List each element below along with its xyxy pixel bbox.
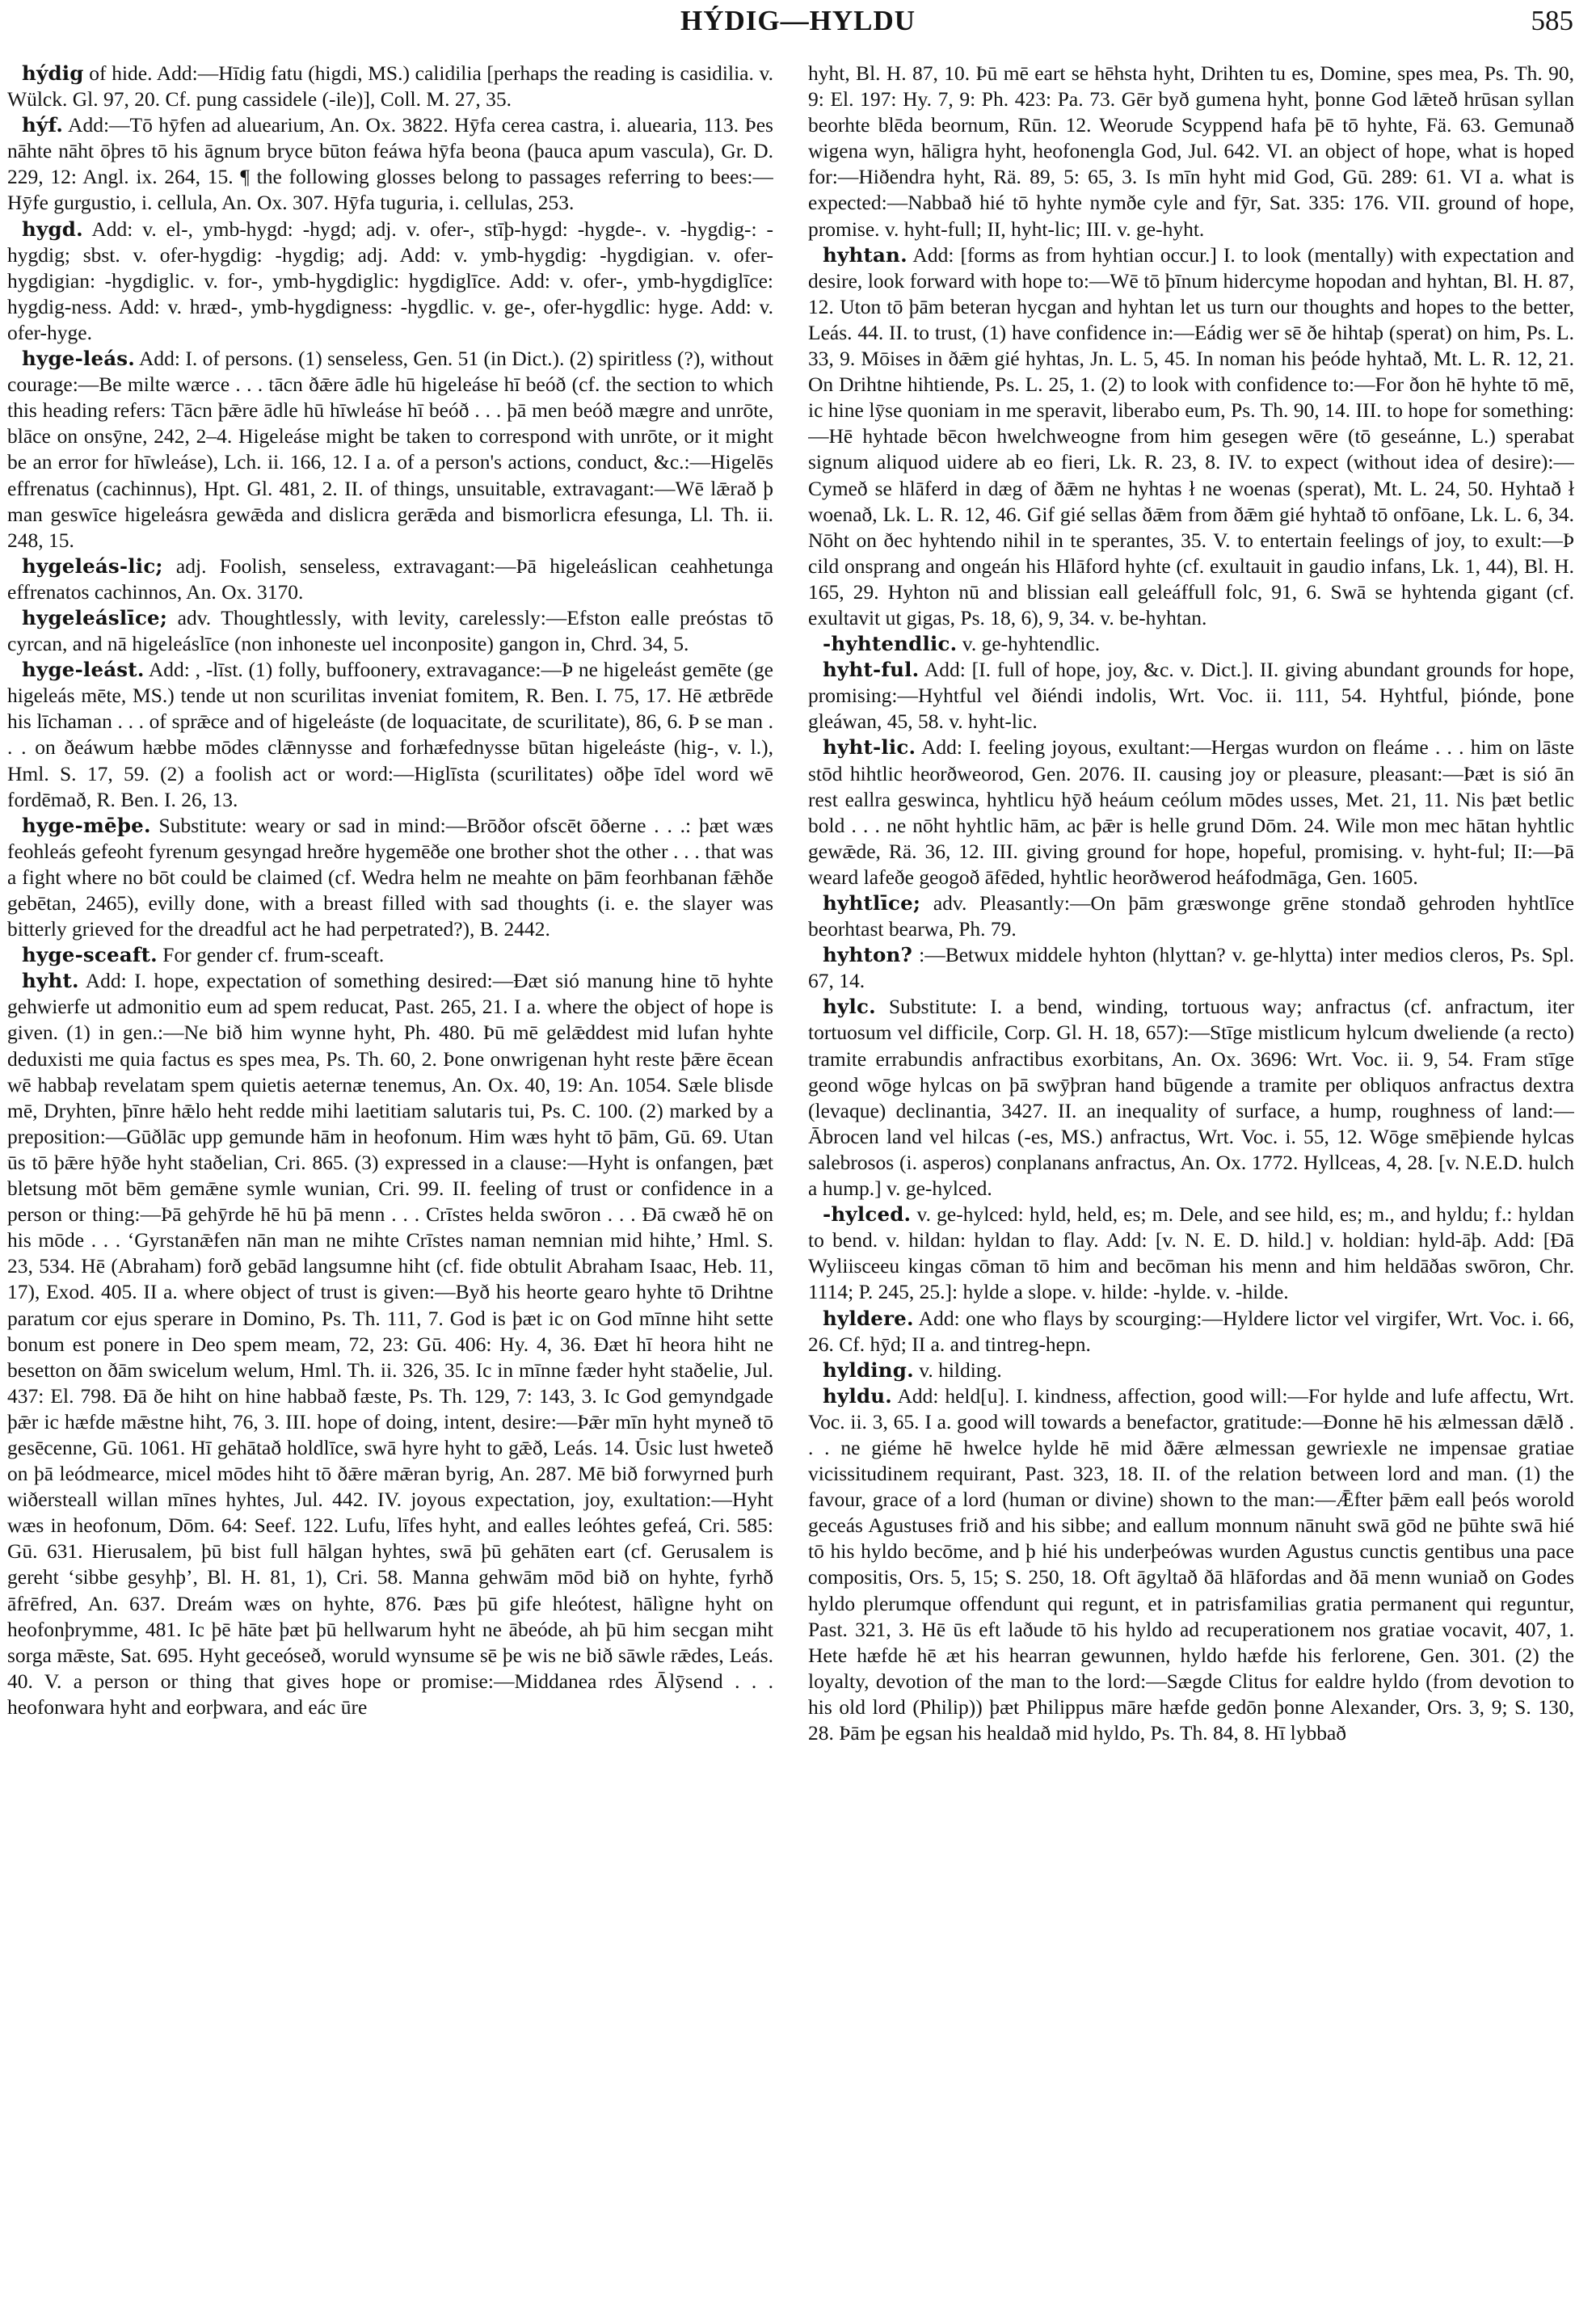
entry-text: Add: I. hope, expectation of something desired:—Ðæt sió manung hine tō hyhte gehwierfe ut admonitio eum ad spem reducat, Past. 265, 21. I a. where the object of hope is given. (1) in gen.:—Ne bið him wynne hyht, Ph. 480. Þū mē gelǣddest mid lufan hyhte deduxisti me quia factus es spes mea, Ps. Th. 60, 2. Þone onwrigenan hyht reste þǣre ēcean wē habbaþ revelatam spem quietis aeternæ tenemus, An. Ox. 40, 19: An. 1054. Sæle blisde mē, Dryhten, þīnre hǣlo heht redde mihi laetitiam salutaris tui, Ps. C. 100. (2) marked by a preposition:—Gūðlāc upp gemunde hām in heofonum. Him wæs hyht tō þām, Gū. 69. Utan ūs tō þǣre hȳðe hyht staðelian, Cri. 865. (3) expressed in a clause:—Hyht is onfangen, þæt bletsung mōt bēm gemǣne symle wunian, Cri. 99. II. feeling of trust or confidence in a person or thing:—Þā gehȳrde hē hū þā menn . . . Crīstes helda swōron . . . Ðā cwæð hē on his mōde . . . ‘Gyrstanǣfen nān man ne mihte Crīstes naman nemnian mid hihte,’ Hml. S. 23, 534. Hē (Abraham) forð gebād langsumne hiht (cf. fide obtulit Abraham Isaac, Heb. 11, 17), Exod. 405. II a. where object of trust is given:—Byð his heorte gearo hyhte tō Drihtne paratum cor ejus sperare in Domino, Ps. Th. 111, 7. God is þæt ic on God mīnne hiht sette bonum est ponere in Deo spem meam, 72, 23: Gū. 406: Hy. 4, 36. Ðæt hī heora hiht ne besetton on ðām swicelum welum, Hml. Th. ii. 326, 35. Ic in mīnne fæder hyht staðelie, Jul. 437: El. 798. Ðā ðe hiht on hine habbað fæste, Ps. Th. 129, 7: 143, 3. Ic God gemyndgade þǣr ic hæfde mǣstne hiht, 76, 3. III. hope of doing, intent, desire:—Þǣr mīn hyht myneð tō gesēcenne, Gū. 1061. Hī gehātað holdlīce, swā hyre hyht to gǣð, Leás. 14. Ūsic lust hweteð on þā leódmearce, micel mōdes hiht tō ðǣre mǣran byrig, An. 287. Mē bið forwyrned þurh wiðersteall willan mīnes hyhtes, Jul. 442. IV. joyous expectation, joy, exultation:—Hyht wæs in heofonum, Dōm. 64: Seef. 122. Lufu, līfes hyht, and ealles leóhtes gefeá, Cri. 585: Gū. 631. Hierusalem, þū bist full hālgan hyhtes, swā þū gehāten eart (cf. Gerusalem is gereht ‘sibbe gesyhþ’, Bl. H. 81, 1), Cri. 58. Manna gehwām mōd bið on hyhte, fyrhð āfrēfred, An. 637. Dreám wæs on hyhte, 876. Þæs þū gife hleótest, hālìgne hyht on heofonþrymme, 481. Ic þē hāte þæt þū hellwarum hyht ne ābeóde, ah þū him secgan miht sorga mǣste, Sat. 695. Hyht geceóseð, woruld wynsume sē þe wis ne bið sāwle rǣdes, Leás. 40. V. a person or thing that gives hope or promise:—Middanea rdes Ālȳsend . . . heofonwara hyht and eorþwara, and eác ūre bbox=[7, 969, 773, 1719]
dictionary-entry bbox=[7, 61, 773, 112]
page-header bbox=[0, 0, 1596, 57]
dictionary-entry bbox=[808, 242, 1574, 631]
page-number: 585 bbox=[1531, 5, 1573, 36]
dictionary-entry bbox=[808, 890, 1574, 942]
dictionary-entry bbox=[808, 1358, 1574, 1383]
entry-text: Add:—Tō hȳfen ad aluearium, An. Ox. 3822. Hȳfa cerea castra, i. aluearia, 113. Þes nāhte nāht ōþres tō his āgnum bryce būton feáwa hȳfa beona (þauca apum vascula), Gr. D. 229, 12: Angl. ix. 264, 15. ¶ the following glosses belong to passages referring to bees:—Hȳfe gurgustio, i. cellula, An. Ox. 307. Hȳfa tuguria, i. cellulas, 253. bbox=[7, 113, 773, 215]
entry-headword: hyge-leást. bbox=[22, 658, 145, 682]
dictionary-entry bbox=[7, 554, 773, 605]
right-column bbox=[808, 61, 1574, 2299]
entry-text: v. ge-hylced: hyld, held, es; m. Dele, and see hild, es; m., and hyldu; f.: hyldan to bend. v. hildan: hyldan to flay. Add: [v. N. E. D. hild.] v. holdian: hyld-āþ. Add: [Ðā Wyliisceeu kingas cōman tō him and becōman his menn and him heldāðas swōron, Chr. 1114; P. 245, 25.]: hylde a slope. v. hilde: -hylde. v. -hilde. bbox=[808, 1202, 1574, 1304]
dictionary-entry bbox=[808, 942, 1574, 994]
dictionary-entry bbox=[808, 1383, 1574, 1746]
dictionary-entry bbox=[7, 346, 773, 554]
entry-text: For gender cf. frum-sceaft. bbox=[157, 943, 385, 967]
entry-headword: hyge-mēþe. bbox=[22, 813, 151, 837]
entry-text: Add: [forms as from hyhtian occur.] I. to look (mentally) with expectation and desire, look forward with hope to:—Wē tō þīnum hidercyme hopodan and hyhtan, Bl. H. 87, 12. Uton tō þām beteran hycgan and hyhtan let us turn our thoughts and hopes to the better, Leás. 44. II. to trust, (1) have confidence in:—Eádig wer sē ðe hihtaþ (sperat) on him, Ps. L. 33, 9. Mōises in ðǣm gié hyhtas, Jn. L. 5, 45. In noman his þeóde hyhtað, Mt. L. R. 12, 21. On Drihtne hihtiende, Ps. L. 25, 1. (2) to look with confidence to:—For ðon hē hyhte tō mē, ic hine lȳse quoniam in me speravit, liberabo eum, Ps. Th. 90, 14. III. to hope for something:—Hē hyhtade bēcon hwelchweogne from him gesegen wēre (tō geseánne, L.) sperabat signum aliquod uidere ab eo fieri, Lk. R. 23, 8. IV. to expect (without idea of desire):—Cymeð se hlāferd in dæg of ðǣm ne hyhtas ł ne woenas (sperat), Mt. L. 24, 50. Hyhtað ł woenað, Lk. L. R. 12, 46. Gif gié sellas ðǣm from ðǣm gié hyhtað tō onfōane, Lk. L. 6, 34. Nōht on ðec hyhtendo nihil in te sperantes, 35. V. to entertain feelings of joy, to exult:—Þ cild onsprang and ongeán his Hlāford hyhte (cf. exultauit in gaudio infans, Lk. 1, 44), Bl. H. 165, 29. Hyhton nū and blissian eall geleáffull folc, 91, 6. Swā se hyhtenda gigant (cf. exultavit ut gigas, Ps. 18, 6), 9, 34. v. be-hyhtan. bbox=[808, 242, 1574, 629]
dictionary-entry bbox=[7, 112, 773, 216]
entry-text: :—Betwux middele hyhton (hlyttan? v. ge-hlytta) inter medios cleros, Ps. Spl. 67, 14. bbox=[808, 943, 1574, 993]
entry-headword: hyht. bbox=[22, 969, 79, 993]
entry-text: Add: I. of persons. (1) senseless, Gen. 51 (in Dict.). (2) spiritless (?), without courage:—Be milte wærce . . . tācn ðǣre ādle hū higeleáse hī beóð (cf. the section to which this heading refers: Tācn þǣre ādle hū hīwleáse hī beóð . . . þā men beóð mægre and unrōte, blāce on onsȳne, 242, 2–4. Higeleáse might be taken to correspond with unrōte, or it might be an error for hīwleáse), Lch. ii. 166, 12. I a. of a person's actions, conduct, &c.:—Higelēs effrenatus (cachinnus), Hpt. Gl. 481, 2. II. of things, unsuitable, extravagant:—Wē lǣrað þ man geswīce higeleásra gewǣda and dislicra gerǣda and bismorlicra efesunga, Ll. Th. ii. 248, 15. bbox=[7, 347, 773, 552]
dictionary-entry bbox=[808, 631, 1574, 657]
entry-headword: hyht-ful. bbox=[823, 658, 920, 682]
entry-text: of hide. Add:—Hīdig fatu (higdi, MS.) calidilia [perhaps the reading is casidilia. v. Wülck. Gl. 97, 20. Cf. pung cassidele (-ile)], Coll. M. 27, 35. bbox=[7, 61, 773, 112]
entry-headword: hyge-sceaft. bbox=[22, 943, 158, 967]
entry-text: Add: [I. full of hope, joy, &c. v. Dict.]. II. giving abundant grounds for hope, promising:—Hyhtful vel ðiéndi indolis, Wrt. Voc. ii. 111, 54. Hyhtful, þiónde, þone gleáwan, 45, 58. v. hyht-lic. bbox=[808, 658, 1574, 734]
entry-headword: hýf. bbox=[22, 113, 64, 137]
entry-headword: hylc. bbox=[823, 995, 876, 1019]
entry-text: Add: I. feeling joyous, exultant:—Hergas wurdon on fleáme . . . him on lāste stōd hihtlic heorðweorod, Gen. 2076. II. causing joy or pleasure, pleasant:—Þæt is sió ān rest eallra geswinca, hyhtlicu hȳð heáum ceólum mōdes usses, Met. 21, 11. Nis þæt betlic bold . . . ne nōht hyhtlic hām, ac þǣr is helle grund Dōm. 24. Wile mon mec hātan hyhtlic gewǣde, Rä. 36, 12. III. giving ground for hope, hopeful, promising. v. hyht-ful; II:—Þā weard lafeðe geogoð āfēded, hyhtlic heorðwerod heáfodmāga, Gen. 1605. bbox=[808, 735, 1574, 889]
entry-text: Substitute: weary or sad in mind:—Brōðor ofscēt ōðerne . . .: þæt wæs feohleás gefeoht fyrenum gesyngad hreðre hygemēðe one brother shot the other . . . that was a fight where no bōt could be claimed (cf. Wedra helm ne meahte on þām feorhbanan fǣhðe gebētan, 2465), evilly done, with a breast filled with sad thoughts (i. e. the slayer was bitterly grieved for the dreadful act he had perpetrated?), B. 2442. bbox=[7, 813, 773, 941]
dictionary-entry bbox=[808, 657, 1574, 735]
dictionary-entry bbox=[808, 1306, 1574, 1358]
running-head: HÝDIG—HYLDU bbox=[680, 5, 916, 36]
dictionary-entry bbox=[7, 605, 773, 657]
left-column bbox=[7, 61, 773, 2299]
entry-headword: hýdig bbox=[22, 61, 84, 85]
entry-headword: hylding. bbox=[823, 1358, 914, 1382]
entry-text: adv. Pleasantly:—On þām græswonge grēne stondað gehroden hyhtlīce beorhtast bearwa, Ph. 79. bbox=[808, 891, 1574, 941]
entry-headword: hygd. bbox=[22, 217, 83, 241]
entry-headword: hyht-lic. bbox=[823, 735, 916, 760]
entry-headword: hyldere. bbox=[823, 1306, 914, 1330]
entry-headword: hygeleáslīce; bbox=[22, 605, 168, 629]
entry-text: v. ge-hyhtendlic. bbox=[957, 632, 1101, 656]
entry-text: Add: held[u]. I. kindness, affection, good will:—For hylde and lufe affectu, Wrt. Voc. ii. 3, 65. I a. good will towards a benefactor, gratitude:—Ðonne hē his ælmessan dǣlð . . . ne giéme hē hwelce hylde hē mid ðǣre ælmessan gewriexle ne impensae gratiae vicissitudinem requirant, Past. 323, 18. II. of the relation between lord and man. (1) the favour, grace of a lord (human or divine) shown to the man:—Ǣfter þǣm eall þeós worold geceás Agustuses frið and his sibbe; and eallum monnum nānuht swā gōd ne þūhte swā hié tō his hyldo becōme, and þ hié his underþeówas wurden Agustus cunctis gentibus una pace compositis, Ors. 5, 15; S. 250, 18. Oft āgyltað ðā hlāfordas and ðā menn wuniað on Godes hyldo plerumque offendunt qui regunt, et in patrisfamilias gratia permanent qui reguntur, Past. 321, 3. Hē ūs eft laðude tō his hyldo ad recuperationem nos gratiae vocavit, 407, 1. Hete hæfde hē æt his hearran gewunnen, hyldo hæfde his ferlorene, Gen. 301. (2) the loyalty, devotion of the man to the lord:—Sægde Clitus for ealdre hyldo (from devotion to his old lord (Philip)) þæt Philippus māre hæfde gedōn þonne Alexander, Ors. 3, 9; S. 130, 28. Þām þe egsan his healdað mid hyldo, Ps. Th. 84, 8. Hī lybbað bbox=[808, 1383, 1574, 1745]
entry-text: adj. Foolish, senseless, extravagant:—Þā higeleáslican ceahhetunga effrenatos cachinnos, An. Ox. 3170. bbox=[7, 554, 773, 604]
entry-headword: hygeleás-lic; bbox=[22, 554, 163, 578]
dictionary-entry bbox=[808, 1202, 1574, 1305]
dictionary-entry bbox=[7, 813, 773, 942]
dictionary-entry bbox=[7, 968, 773, 1720]
dictionary-entry bbox=[7, 657, 773, 813]
entry-headword: -hylced. bbox=[823, 1202, 912, 1227]
entry-headword: hyldu. bbox=[823, 1383, 893, 1408]
entry-text: Add: v. el-, ymb-hygd: -hygd; adj. v. ofer-, stīþ-hygd: -hygde-. v. -hygdig-: -hygdig; sbst. v. ofer-hygdig: -hygdig; adj. Add: v. ymb-hygdig: -hygdigian. v. ofer-hygdigian: -hygdiglic. v. for-, ymb-hygdiglic: hygdiglīce. Add: v. ofer-, ymb-hygdiglīce: hygdig-ness. Add: v. hræd-, ymb-hygdigness: -hygdlic. v. ge-, ofer-hygdlic: hyge. Add: v. ofer-hyge. bbox=[7, 217, 773, 344]
entry-text: Substitute: I. a bend, winding, tortuous way; anfractus (cf. anfractum, iter tortuosum vel difficile, Corp. Gl. H. 18, 657):—Stīge mistlicum hylcum dweliende (a recto) tramite errabundis anfractibus exorbitans, An. Ox. 3696: Wrt. Voc. ii. 9, 54. Fram stīge geond wōge hylcas on þā swȳþran hand būgende a tramite per obliquos anfractus dextra (levaque) declinantia, 3427. II. an inequality of surface, a hump, roughness of land:—Ābrocen land vel hilcas (-es, MS.) anfractus, Wrt. Voc. i. 55, 12. Wōge smēþiende hylcas salebrosos (i. asperos) conplanans anfractus, An. Ox. 1772. Hyllceas, 4, 28. [v. N.E.D. hulch a hump.] v. ge-hylced. bbox=[808, 995, 1574, 1201]
dictionary-entry bbox=[7, 217, 773, 346]
entry-text: Add: , -līst. (1) folly, buffoonery, extravagance:—Þ ne higeleást gemēte (ge higeleás mēte, MS.) tende ut non scurilitas inveniat fomitem, R. Ben. I. 75, 17. Hē ætbrēde his līchaman . . . of sprǣce and of higeleáste (de loquacitate, de scurilitate), 86, 6. Þ se man . . . on ðeáwum hæbbe mōdes clǣnnysse and forhæfednysse būtan higeleáste (hig-, v. l.), Hml. S. 17, 59. (2) a foolish act or word:—Higlīsta (scurilitates) oðþe īdel word wē fordēmað, R. Ben. I. 26, 13. bbox=[7, 658, 773, 811]
dictionary-entry bbox=[808, 994, 1574, 1202]
dictionary-entry bbox=[7, 942, 773, 968]
entry-text: Add: one who flays by scourging:—Hyldere lictor vel virgifer, Wrt. Voc. i. 66, 26. Cf. hȳd; II a. and tintreg-hepn. bbox=[808, 1306, 1574, 1356]
entry-text: v. hilding. bbox=[913, 1358, 1002, 1382]
entry-headword: hyhtlīce; bbox=[823, 891, 921, 915]
entry-headword: hyhtan. bbox=[823, 242, 907, 267]
entry-headword: -hyhtendlic. bbox=[823, 632, 958, 656]
entry-text: adv. Thoughtlessly, with levity, carelessly:—Efston ealle preóstas tō cyrcan, and nā higeleáslīce (non inhoneste uel inconposite) gangon in, Chrd. 34, 5. bbox=[7, 605, 773, 656]
entry-headword: hyge-leás. bbox=[22, 347, 136, 371]
dictionary-entry bbox=[808, 61, 1574, 242]
entry-text: hyht, Bl. H. 87, 10. Þū mē eart se hēhsta hyht, Drihten tu es, Domine, spes mea, Ps. Th. 90, 9: El. 197: Hy. 7, 9: Ph. 423: Pa. 73. Gēr byð gumena hyht, þonne God lǣteð hrūsan syllan beorhte blēda beornum, Rūn. 12. Weorude Scyppend hafa þē tō hyhte, Fä. 63. Gemunað wigena wyn, hāligra hyht, heofonengla God, Jul. 642. VI. an object of hope, what is hoped for:—Hiðendra hyht, Rä. 89, 5: 65, 3. Is mīn hyht mid God, Gū. 289: 61. VI a. what is expected:—Nabbað hié tō hyhte nymðe cyle and fȳr, Sat. 335: 176. VII. ground of hope, promise. v. hyht-full; II, hyht-lic; III. v. ge-hyht. bbox=[808, 61, 1574, 241]
entry-headword: hyhton? bbox=[823, 943, 913, 967]
dictionary-entry bbox=[808, 735, 1574, 890]
